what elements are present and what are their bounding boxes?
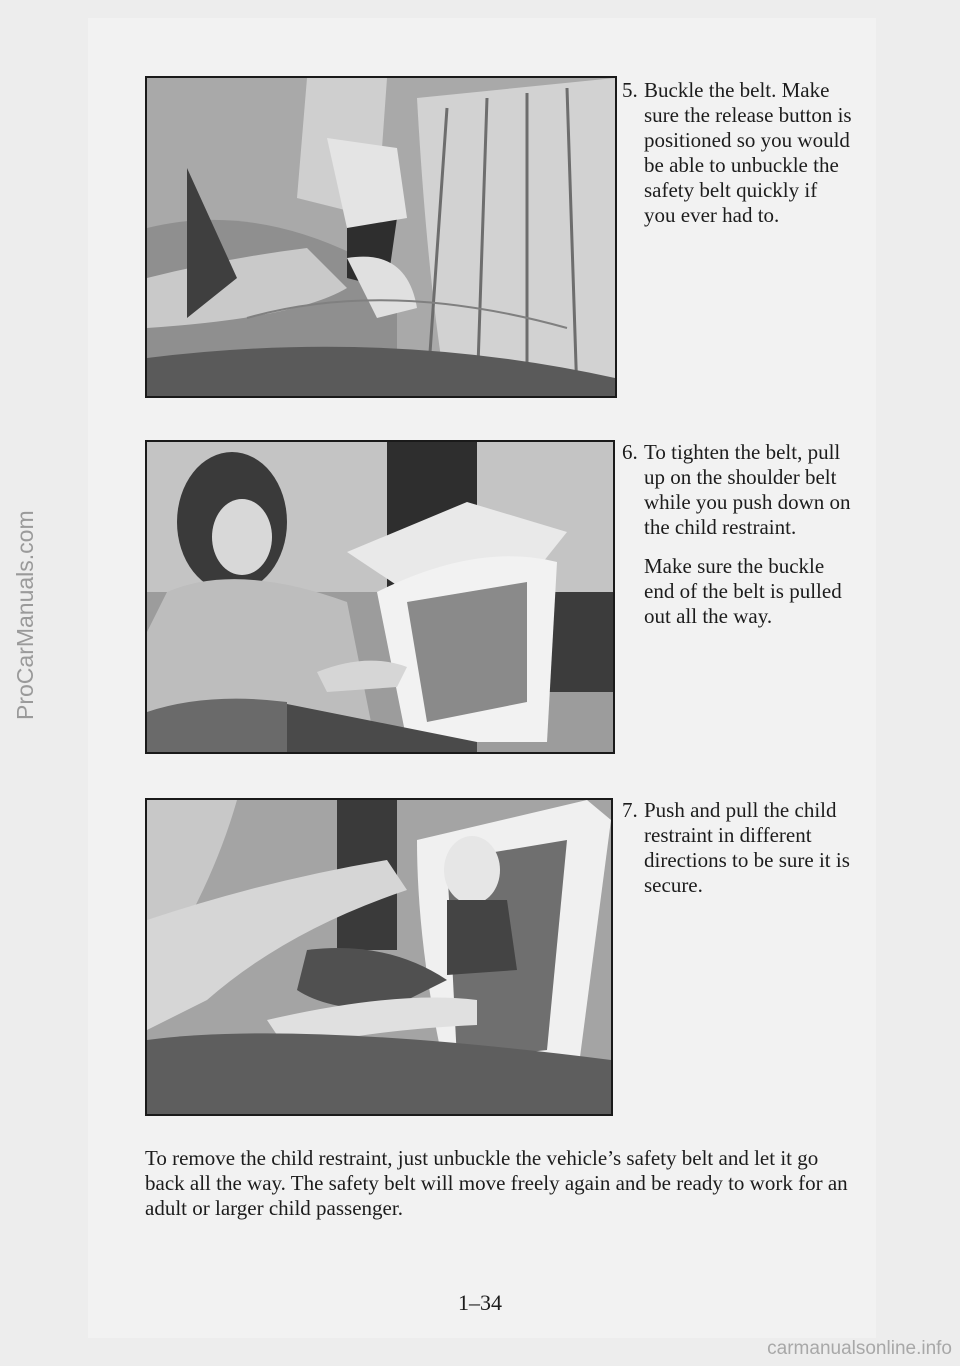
step-number: 6.: [622, 440, 638, 464]
step-5: [622, 78, 852, 228]
step-7: [622, 798, 852, 898]
step-number: 7.: [622, 798, 638, 822]
illustration-buckle-belt: [145, 76, 617, 398]
side-watermark: ProCarManuals.com: [12, 510, 38, 720]
page-number: 1–34: [458, 1290, 502, 1315]
step-number: 5.: [622, 78, 638, 102]
closing-paragraph: To remove the child restraint, just unbuckle the vehicle’s safety belt and let it go back all the way. The safety belt will move freely again and be ready to work for an adult or larger child passenger.: [145, 1146, 848, 1220]
step-text: To tighten the belt, pull up on the shoulder belt while you push down on the child restraint.: [644, 440, 851, 539]
bottom-watermark: carmanualsonline.info: [767, 1338, 952, 1359]
step-text: Buckle the belt. Make sure the release button is positioned so you would be able to unbuckle the safety belt quickly if you ever had to.: [644, 78, 852, 227]
step-text: Push and pull the child restraint in different directions to be sure it is secure.: [644, 798, 850, 897]
step-6: [622, 440, 852, 629]
step-text: Make sure the buckle end of the belt is pulled out all the way.: [644, 554, 842, 628]
illustration-check-secure: [145, 798, 613, 1116]
illustration-tighten-belt: [145, 440, 615, 754]
